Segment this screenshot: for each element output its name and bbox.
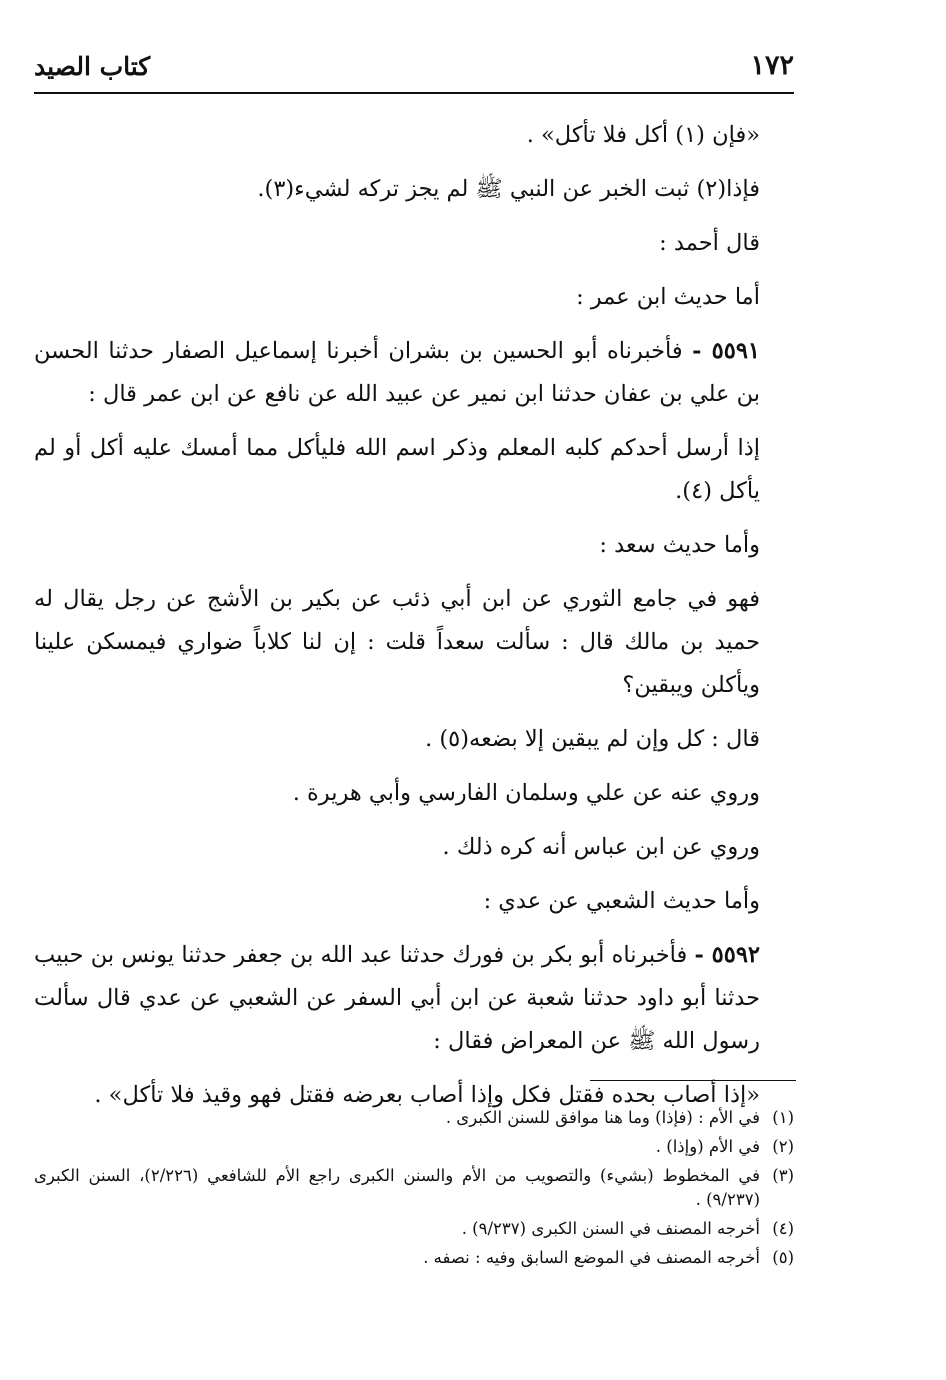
paragraph: إذا أرسل أحدكم كلبه المعلم وذكر اسم الله فليأكل مما أمسك عليه أكل أو لم يأكل (٤). xyxy=(34,435,760,504)
main-text xyxy=(34,114,792,1128)
hadith-paragraph: ٥٥٩٢ - فأخبرناه أبو بكر بن فورك حدثنا عبد الله بن جعفر حدثنا يونس بن حبيب حدثنا أبو داود حدثنا شعبة عن ابن أبي السفر عن الشعبي عن عدي قال سألت رسول الله ﷺ عن المعراض فقال : xyxy=(34,942,760,1054)
paragraph: وأما حديث سعد : xyxy=(599,532,760,558)
footnote-text: في الأم : (فإذا) وما هنا موافق للسنن الكبرى . xyxy=(445,1108,760,1127)
footnote xyxy=(34,1106,794,1130)
page-number: ١٧٢ xyxy=(750,50,794,81)
page-header xyxy=(34,44,794,94)
footnote-text: أخرجه المصنف في الموضع السابق وفيه : نصفه . xyxy=(423,1248,760,1267)
hadith-number: ٥٥٩٢ - xyxy=(694,942,760,968)
paragraph: فهو في جامع الثوري عن ابن أبي ذئب عن بكير بن الأشج عن رجل يقال له حميد بن مالك قال : سألت سعداً قلت : إن لنا كلاباً ضواري فيمسكن علينا ويأكلن ويبقين؟ xyxy=(34,586,760,698)
paragraph: «فإن (١) أكل فلا تأكل» . xyxy=(526,122,760,148)
footnote xyxy=(34,1246,794,1270)
footnotes xyxy=(34,1106,794,1275)
footnote xyxy=(34,1135,794,1159)
footnote-number: (٤) xyxy=(772,1219,794,1238)
footnote-divider xyxy=(590,1080,796,1081)
paragraph: فإذا(٢) ثبت الخبر عن النبي ﷺ لم يجز تركه لشيء(٣). xyxy=(257,176,760,202)
footnote-number: (٢) xyxy=(772,1137,794,1156)
paragraph: قال أحمد : xyxy=(659,230,760,256)
hadith-number: ٥٥٩١ - xyxy=(692,338,760,364)
footnote-number: (٣) xyxy=(772,1166,794,1185)
footnote-text: في المخطوط (بشيء) والتصويب من الأم والسنن الكبرى راجع الأم للشافعي (٢/٢٢٦)، السنن الكبرى (٩/٢٣٧) . xyxy=(34,1166,760,1209)
book-title: كتاب الصيد xyxy=(34,52,151,81)
footnote-text: في الأم (وإذا) . xyxy=(655,1137,760,1156)
footnote-number: (١) xyxy=(772,1108,794,1127)
paragraph: قال : كل وإن لم يبقين إلا بضعه(٥) . xyxy=(425,726,760,752)
footnote-number: (٥) xyxy=(772,1248,794,1267)
paragraph: وروي عن ابن عباس أنه كره ذلك . xyxy=(442,834,760,860)
paragraph: وأما حديث الشعبي عن عدي : xyxy=(483,888,760,914)
paragraph: أما حديث ابن عمر : xyxy=(576,284,760,310)
footnote xyxy=(34,1164,794,1212)
paragraph: وروي عنه عن علي وسلمان الفارسي وأبي هريرة . xyxy=(292,780,760,806)
hadith-paragraph: ٥٥٩١ - فأخبرناه أبو الحسين بن بشران أخبرنا إسماعيل الصفار حدثنا الحسن بن علي بن عفان حدثنا ابن نمير عن عبيد الله عن نافع عن ابن عمر قال : xyxy=(34,338,760,407)
footnote-text: أخرجه المصنف في السنن الكبرى (٩/٢٣٧) . xyxy=(461,1219,760,1238)
paragraph: «إذا أصاب بحده فقتل فكل وإذا أصاب بعرضه فقتل فهو وقيذ فلا تأكل» . xyxy=(94,1082,760,1108)
footnote xyxy=(34,1217,794,1241)
